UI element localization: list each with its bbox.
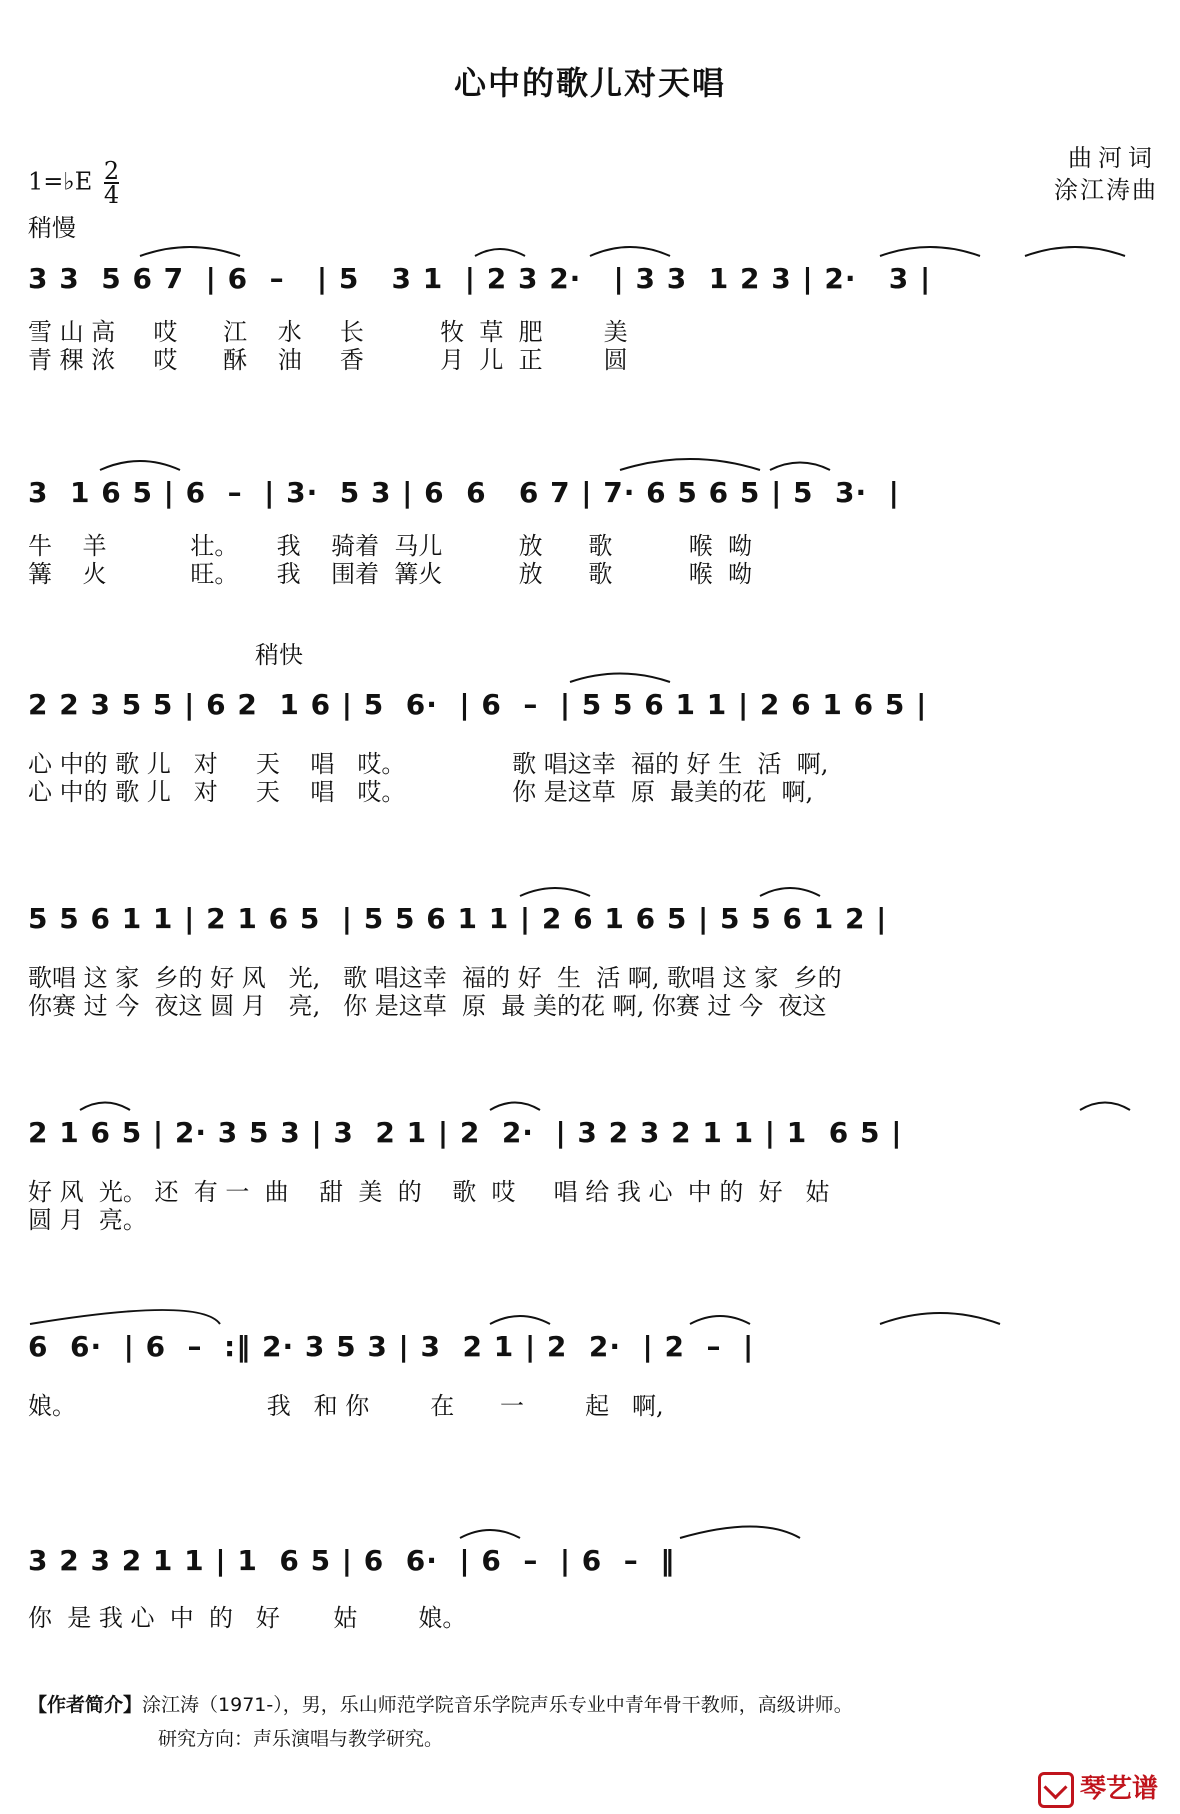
lyrics-line-1b: 青 稞 浓 哎 酥 油 香 月 儿 正 圆 xyxy=(28,346,628,374)
lyricist-credit: 曲河词 xyxy=(1068,144,1158,172)
slur xyxy=(80,1103,130,1111)
lyrics-line-4b: 你赛 过 今 夜这 圆 月 亮, 你 是这草 原 最 美的花 啊, 你赛 过 今 夜这 xyxy=(28,992,827,1020)
notation-line-4: 5 5 6 1 1 | 2 1 6 5 | 5 5 6 1 1 | 2 6 1 6 5 | 5 5 6 1 2 | xyxy=(28,902,888,935)
time-bottom: 4 xyxy=(103,181,120,209)
slur xyxy=(475,249,525,256)
lyrics-line-2b: 篝 火 旺。 我 围着 篝火 放 歌 喉 呦 xyxy=(28,560,752,588)
lyrics-line-4a: 歌唱 这 家 乡的 好 风 光, 歌 唱这幸 福的 好 生 活 啊, 歌唱 这 家 乡的 xyxy=(28,964,842,992)
slur xyxy=(770,463,830,471)
tempo-marking: 稍慢 xyxy=(28,214,76,242)
author-note-label: 【作者简介】 xyxy=(28,1694,143,1716)
time-top: 2 xyxy=(103,157,120,185)
lyrics-line-5b: 圆 月 亮。 xyxy=(28,1206,147,1234)
slur xyxy=(880,247,980,256)
author-note xyxy=(28,1690,853,1717)
slur xyxy=(1080,1103,1130,1111)
composer-credit: 涂江涛曲 xyxy=(1054,176,1158,204)
notation-line-7: 3 2 3 2 1 1 | 1 6 5 | 6 6· | 6 – | 6 – ‖ xyxy=(28,1544,676,1577)
slur xyxy=(590,247,670,256)
lyrics-line-6a: 娘。 我 和 你 在 一 起 啊, xyxy=(28,1392,664,1420)
notation-line-2: 3 1 6 5 | 6 – | 3· 5 3 | 6 6 6 7 | 7· 6 5 6 5 | 5 3· | xyxy=(28,476,900,509)
slur xyxy=(490,1316,550,1324)
lyrics-line-2a: 牛 羊 壮。 我 骑着 马儿 放 歌 喉 呦 xyxy=(28,532,752,560)
slur xyxy=(490,1103,540,1111)
lyrics-line-5a: 好 风 光。 还 有 一 曲 甜 美 的 歌 哎 唱 给 我 心 中 的 好 姑 xyxy=(28,1178,830,1206)
slur xyxy=(690,1316,750,1324)
tempo-change-marking: 稍快 xyxy=(255,641,303,669)
watermark-text: 琴艺谱 xyxy=(1079,1774,1158,1804)
slur xyxy=(620,459,760,470)
notation-line-5: 2 1 6 5 | 2· 3 5 3 | 3 2 1 | 2 2· | 3 2 3 2 1 1 | 1 6 5 | xyxy=(28,1116,903,1149)
lyrics-line-1a: 雪 山 高 哎 江 水 长 牧 草 肥 美 xyxy=(28,318,628,346)
slur xyxy=(100,461,180,470)
time-signature xyxy=(103,157,120,209)
slur xyxy=(680,1527,800,1539)
lyrics-line-7a: 你 是 我 心 中 的 好 姑 娘。 xyxy=(28,1604,467,1632)
lyrics-line-3a: 心 中的 歌 儿 对 天 唱 哎。 歌 唱这幸 福的 好 生 活 啊, xyxy=(28,750,829,778)
slur xyxy=(520,888,590,896)
key-label: 1=♭E xyxy=(28,167,93,196)
slur xyxy=(30,1310,220,1324)
slur xyxy=(1025,247,1125,256)
slur xyxy=(760,888,820,896)
notation-line-3: 2 2 3 5 5 | 6 2 1 6 | 5 6· | 6 – | 5 5 6 1 1 | 2 6 1 6 5 | xyxy=(28,688,928,721)
song-title: 心中的歌儿对天唱 xyxy=(453,64,726,102)
slur xyxy=(570,674,670,683)
watermark-logo xyxy=(1038,1768,1158,1808)
logo-icon xyxy=(1038,1772,1074,1808)
author-note-text: 涂江涛（1971-），男，乐山师范学院音乐学院声乐专业中青年骨干教师，高级讲师。 xyxy=(142,1694,853,1716)
slur xyxy=(880,1313,1000,1324)
slur xyxy=(460,1530,520,1538)
lyrics-line-3b: 心 中的 歌 儿 对 天 唱 哎。 你 是这草 原 最美的花 啊, xyxy=(28,778,814,806)
notation-line-6: 6 6· | 6 – :‖ 2· 3 5 3 | 3 2 1 | 2 2· | 2 – | xyxy=(28,1330,755,1363)
slur xyxy=(140,247,240,256)
key-signature xyxy=(28,157,120,209)
notation-line-1: 3 3 5 6 7 | 6 – | 5 3 1 | 2 3 2· | 3 3 1 2 3 | 2· 3 | xyxy=(28,262,932,295)
author-research: 研究方向：声乐演唱与教学研究。 xyxy=(158,1728,444,1750)
